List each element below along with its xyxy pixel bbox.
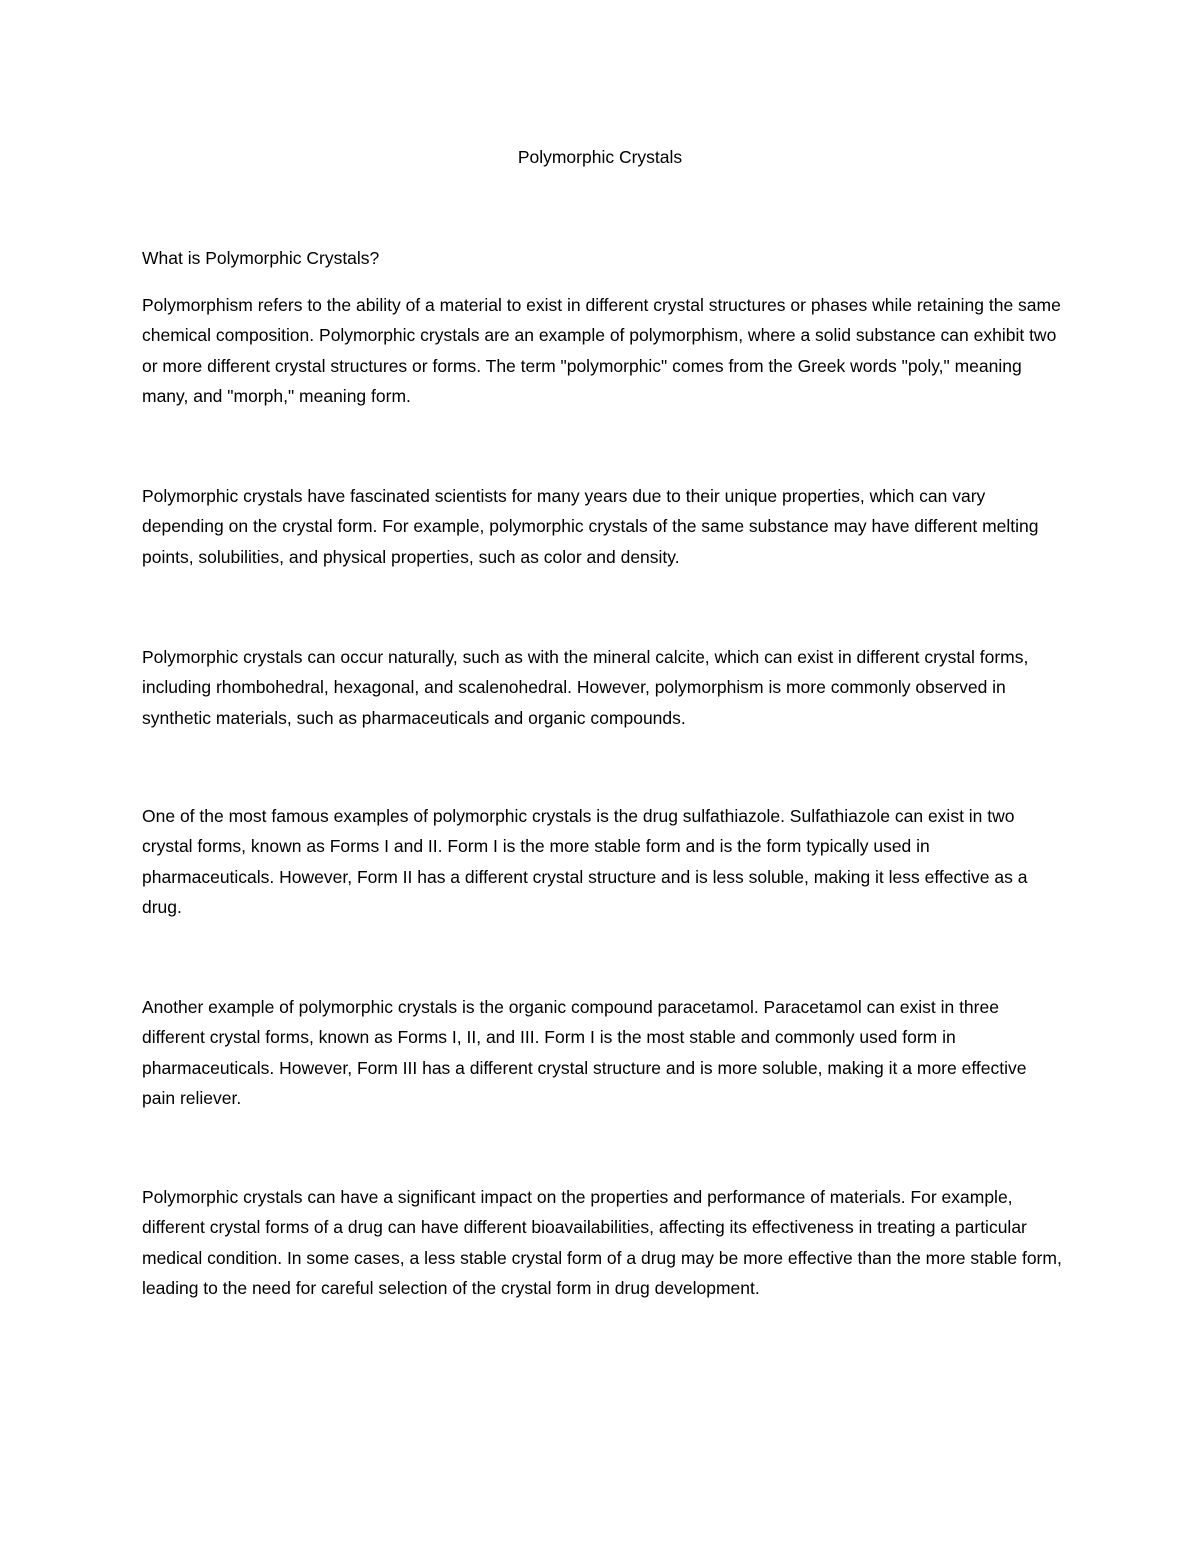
paragraph-definition: Polymorphism refers to the ability of a material to exist in different crystal structures or phases while retaining the same chemical composition. Polymorphic crystals are an example of polymorphism, where a solid substance can exhibit two or more different crystal structures or forms. The term "polymorphic" comes from the Greek words "poly," meaning many, and "morph," meaning form.: [142, 295, 1061, 406]
paragraph-impact: Polymorphic crystals can have a significant impact on the properties and performance of materials. For example, different crystal forms of a drug can have different bioavailabilities, affecting its effectiveness in treating a particular medical condition. In some cases, a less stable crystal form of a drug may be more effective than the more stable form, leading to the need for careful selection of the crystal form in drug development.: [142, 1187, 1062, 1298]
paragraph-sulfathiazole: One of the most famous examples of polymorphic crystals is the drug sulfathiazole. Sulfathiazole can exist in two crystal forms, known as Forms I and II. Form I is the more stable form and is the form typically used in pharmaceuticals. However, Form II has a different crystal structure and is less soluble, making it less effective as a drug.: [142, 806, 1028, 917]
section-heading: What is Polymorphic Crystals?: [142, 248, 380, 268]
paragraph-properties: Polymorphic crystals have fascinated scientists for many years due to their unique properties, which can vary depending on the crystal form. For example, polymorphic crystals of the same substance may have different melting points, solubilities, and physical properties, such as color and density.: [142, 486, 1039, 567]
paragraph-natural-occurrence: Polymorphic crystals can occur naturally, such as with the mineral calcite, which can exist in different crystal forms, including rhombohedral, hexagonal, and scalenohedral. However, polymorphism is more commonly observed in synthetic materials, such as pharmaceuticals and organic compounds.: [142, 647, 1029, 728]
paragraph-paracetamol: Another example of polymorphic crystals is the organic compound paracetamol. Paracetamol can exist in three different crystal forms, known as Forms I, II, and III. Form I is the most stable and commonly used form in pharmaceuticals. However, Form III has a different crystal structure and is more soluble, making it a more effective pain reliever.: [142, 997, 1027, 1108]
document-title: Polymorphic Crystals: [517, 147, 683, 167]
